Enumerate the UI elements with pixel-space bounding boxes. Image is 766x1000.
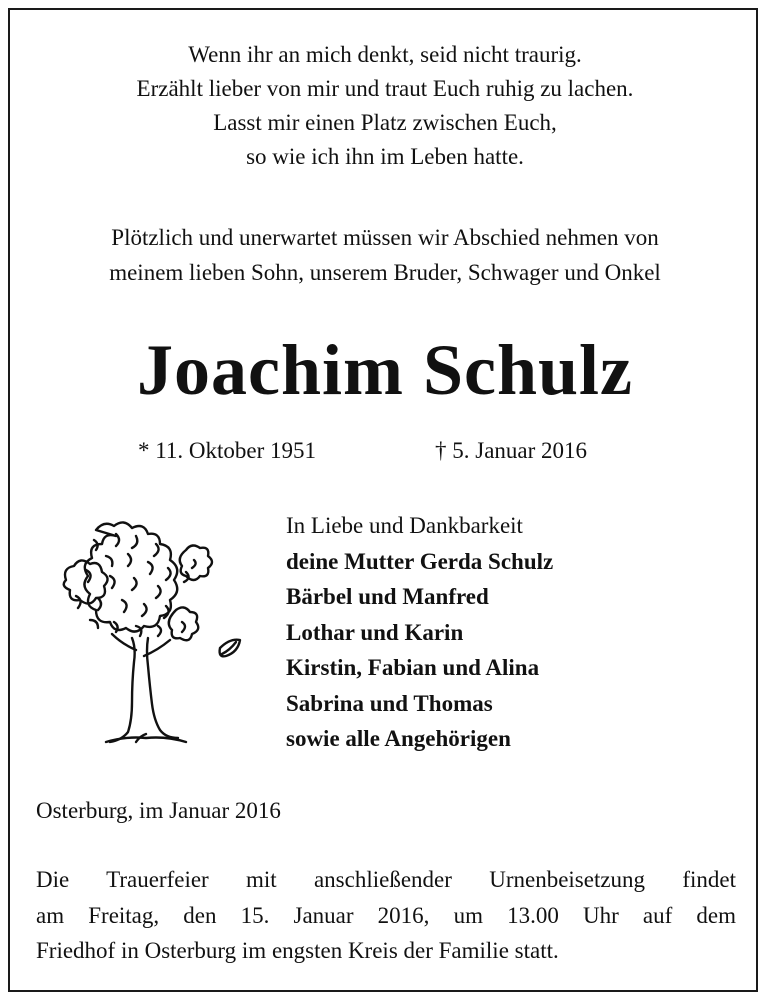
- poem-line: Lasst mir einen Platz zwischen Euch,: [213, 110, 557, 135]
- place-and-date: Osterburg, im Januar 2016: [36, 798, 281, 823]
- death-date: † 5. Januar 2016: [435, 438, 588, 463]
- mourners-list: [286, 508, 553, 757]
- mourner-name: deine Mutter Gerda Schulz: [286, 548, 554, 574]
- tree-with-falling-leaf-icon: [36, 510, 266, 750]
- poem-line: Erzählt lieber von mir und traut Euch ruhig zu lachen.: [136, 76, 634, 101]
- funeral-line: am Freitag, den 15. Januar 2016, um 13.00 Uhr auf dem: [36, 902, 736, 928]
- funeral-line: Friedhof in Osterburg im engsten Kreis der Familie statt.: [36, 938, 559, 963]
- intro-line: meinem lieben Sohn, unserem Bruder, Schwager und Onkel: [109, 260, 661, 285]
- mourner-name: Sabrina und Thomas: [286, 690, 493, 716]
- memorial-poem: [10, 38, 760, 174]
- mourner-name: Bärbel und Manfred: [286, 584, 489, 609]
- funeral-line: Die Trauerfeier mit anschließender Urnenbeisetzung findet: [36, 867, 736, 892]
- intro-text: [10, 220, 760, 290]
- poem-line: so wie ich ihn im Leben hatte.: [246, 144, 524, 169]
- mourner-name: Lothar und Karin: [286, 619, 464, 645]
- mourner-name: Kirstin, Fabian und Alina: [286, 655, 540, 680]
- birth-date: * 11. Oktober 1951: [138, 438, 317, 463]
- funeral-details: [36, 862, 736, 969]
- mourner-name: sowie alle Angehörigen: [286, 726, 511, 751]
- obituary-notice: [8, 8, 758, 992]
- poem-line: Wenn ihr an mich denkt, seid nicht traurig.: [188, 42, 582, 67]
- deceased-name: Joachim Schulz: [136, 330, 634, 410]
- mourners-heading: In Liebe und Dankbarkeit: [286, 513, 523, 538]
- intro-line: Plötzlich und unerwartet müssen wir Abschied nehmen von: [111, 225, 659, 250]
